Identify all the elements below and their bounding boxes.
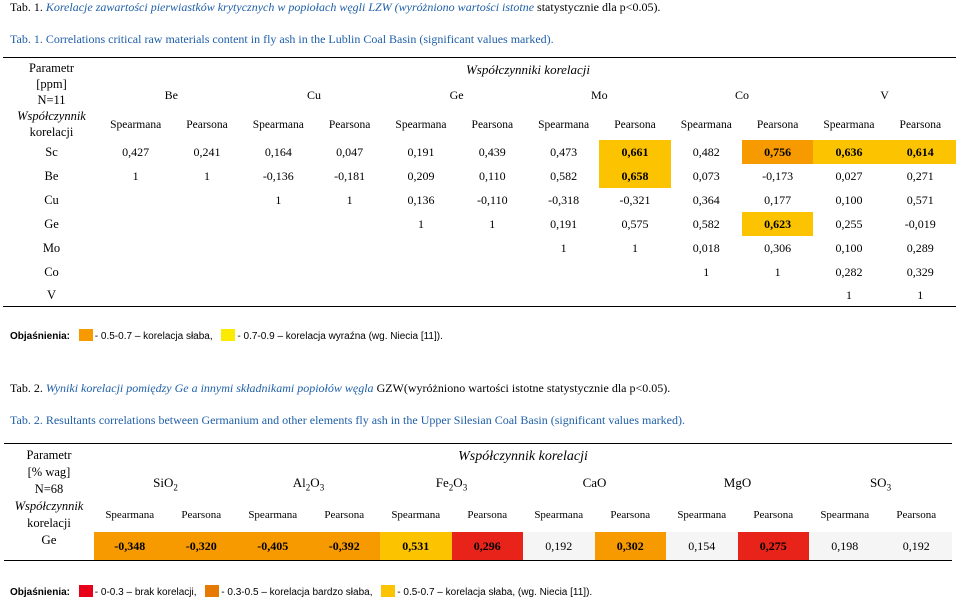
tab2-caption-pl: Tab. 2. Wyniki korelacji pomiędzy Ge a innymi składnikami popiołów węgla GZW(wyróżniono wartości istotne statystycznie dla p<0.05). [10, 381, 671, 395]
table-cell: 1 [774, 264, 781, 279]
tab2-param-header: Parametr [% wag] N=68 Współczynnik korelacji [14, 448, 84, 530]
tab2-component-header: MgO [723, 475, 752, 491]
tab2-coef-header: Spearmana [820, 508, 870, 521]
table-cell: -0,173 [762, 168, 794, 183]
table-cell [243, 260, 314, 284]
table-cell: 0,047 [336, 144, 364, 159]
tab1-coef-header: Spearmana [252, 118, 304, 131]
table-cell: 0,275 [738, 532, 810, 561]
tab2-group-header: Współczynnik korelacji [458, 448, 588, 464]
table-cell: 1 [489, 216, 496, 231]
legend-red-swatch [79, 585, 93, 597]
table-row [3, 260, 956, 284]
table-cell: 0,282 [835, 264, 863, 279]
table-cell: 0,306 [764, 240, 792, 255]
tab2-coef-header: Pearsona [896, 508, 937, 521]
table-cell: 0,018 [692, 240, 720, 255]
tab1-caption-title: Korelacje zawartości pierwiastków krytycznych w popiołach węgli LZW (wyróżniono wartości istotne [45, 0, 535, 14]
row-label: Cu [44, 192, 59, 207]
table-cell: 0,364 [692, 192, 720, 207]
table-cell: 0,439 [478, 144, 506, 159]
table-cell: 0,531 [380, 532, 452, 561]
row-label: Be [44, 168, 59, 183]
table-cell [171, 260, 242, 284]
table-cell [100, 284, 171, 307]
table-cell: -0,320 [166, 532, 238, 561]
table-cell [243, 236, 314, 260]
table-cell: 0,482 [692, 144, 720, 159]
tab1-caption-en: Tab. 1. Correlations critical raw materials content in fly ash in the Lublin Coal Basin (significant values marked). [10, 32, 554, 46]
table-cell: 0,255 [835, 216, 863, 231]
tab1-coef-header: Pearsona [899, 118, 942, 131]
table-cell: 1 [203, 168, 210, 183]
tab1-coef-header: Spearmana [538, 118, 590, 131]
table-cell: 0,473 [550, 144, 578, 159]
tab1-group-header: Współczynniki korelacji [465, 61, 591, 77]
table-cell [100, 188, 171, 212]
table-cell [457, 260, 528, 284]
table-cell [171, 236, 242, 260]
table-cell: 1 [560, 240, 567, 255]
table-cell: 0,136 [407, 192, 435, 207]
table-cell: -0,392 [309, 532, 381, 561]
table-cell: 0,191 [407, 144, 435, 159]
tab1-element-header: Cu [306, 88, 321, 103]
legend-yellow-swatch [221, 329, 235, 341]
table-cell: 0,571 [906, 192, 934, 207]
table-cell: -0,318 [548, 192, 580, 207]
table-cell [171, 284, 242, 307]
tab1-coef-header: Pearsona [328, 118, 371, 131]
table-cell: 1 [275, 192, 282, 207]
tab2-coef-header: Spearmana [391, 508, 441, 521]
tab1-coef-header: Pearsona [756, 118, 799, 131]
table-row [3, 236, 956, 260]
table-row [3, 284, 956, 307]
table-cell [385, 284, 456, 307]
tab2-coef-header: Spearmana [248, 508, 298, 521]
row-label: V [46, 287, 57, 302]
table-cell [314, 260, 385, 284]
tab1-caption-prefix: Tab. 1. [10, 0, 43, 14]
table-cell [528, 284, 599, 307]
table-cell: 1 [417, 216, 424, 231]
tab2-caption-en: Tab. 2. Resultants correlations between Germanium and other elements fly ash in the Upper Silesian Coal Basin (significant values marked). [10, 413, 685, 427]
tab1-coef-header: Spearmana [110, 118, 162, 131]
tab2-component-header: SiO$_2$ [153, 474, 178, 493]
tab2-coef-header: Spearmana [677, 508, 727, 521]
table-cell: 1 [346, 192, 353, 207]
row-label: Mo [42, 240, 61, 255]
tab2-coef-header: Pearsona [610, 508, 651, 521]
legend-darkorange-swatch [205, 585, 219, 597]
table-cell [171, 188, 242, 212]
table-cell: 0,575 [621, 216, 649, 231]
table-cell: 0,658 [599, 164, 670, 188]
table-cell: -0,405 [237, 532, 309, 561]
table-cell [100, 236, 171, 260]
table-cell: 0,623 [742, 212, 813, 236]
tab2-component-header: $SO_3$ [869, 474, 892, 493]
table-cell [100, 260, 171, 284]
table-cell: 0,289 [906, 240, 934, 255]
tab1-element-header: Co [734, 88, 749, 103]
table-cell [314, 212, 385, 236]
table-cell: 0,110 [479, 168, 506, 183]
table-cell: 0,636 [813, 140, 884, 164]
row-label: Co [44, 264, 59, 279]
tab1-coef-header: Spearmana [395, 118, 447, 131]
table-cell: 0,191 [550, 216, 578, 231]
table-cell: -0,348 [94, 532, 166, 561]
tab1-coef-header: Pearsona [186, 118, 228, 131]
table-cell: 0,100 [835, 192, 863, 207]
tab1-coef-header: Pearsona [614, 118, 656, 131]
table-cell: -0,136 [262, 168, 294, 183]
tab2-coef-header: Pearsona [181, 508, 222, 521]
table-cell: 0,164 [264, 144, 292, 159]
table-cell [457, 236, 528, 260]
table-cell [314, 284, 385, 307]
table-cell: -0,019 [904, 216, 936, 231]
tab1-element-header: Be [164, 88, 178, 103]
tab1-coef-header: Spearmana [680, 118, 732, 131]
table-cell: 0,582 [692, 216, 720, 231]
table-cell: 0,329 [906, 264, 934, 279]
table-cell: 0,582 [550, 168, 578, 183]
tab1-param-header: Parametr [ppm] N=11 Współczynnik korelacji [17, 61, 86, 139]
table-cell: 0,302 [595, 532, 667, 561]
table-cell: 1 [132, 168, 139, 183]
tab1-caption-pl [10, 0, 660, 15]
table-cell: 0,756 [742, 140, 813, 164]
table-cell [243, 284, 314, 307]
table-cell: 1 [703, 264, 710, 279]
table-row [3, 140, 956, 164]
table-cell: 0,661 [599, 140, 670, 164]
table-cell: 0,241 [193, 144, 221, 159]
tab2-coef-header: Pearsona [324, 508, 365, 521]
row-label: Ge [44, 216, 59, 231]
table-cell: 0,209 [407, 168, 435, 183]
table-cell: 0,614 [885, 140, 956, 164]
table-cell: 1 [845, 287, 852, 302]
tab1-element-header: Ge [449, 88, 464, 103]
table-cell [385, 236, 456, 260]
table-cell: -0,321 [619, 192, 651, 207]
table-cell: 0,198 [809, 532, 881, 561]
tab1-coef-header: Spearmana [823, 118, 875, 131]
table-cell [599, 260, 670, 284]
table-cell: 0,192 [523, 532, 595, 561]
table-row [3, 164, 956, 188]
row-label: Sc [45, 144, 58, 159]
table-cell: -0,181 [334, 168, 366, 183]
table-row [3, 212, 956, 236]
legend-amber-swatch [381, 585, 395, 597]
table-cell: 0,296 [452, 532, 524, 561]
table-cell: 0,100 [835, 240, 863, 255]
tab2-coef-header: Pearsona [753, 508, 794, 521]
table-cell: 0,154 [666, 532, 738, 561]
table-cell: 0,177 [764, 192, 792, 207]
table-cell: 0,192 [881, 532, 953, 561]
table-cell [314, 236, 385, 260]
table-cell: 0,073 [692, 168, 720, 183]
table-cell: 0,427 [122, 144, 150, 159]
row-label: Ge [41, 532, 57, 547]
table-cell: 1 [631, 240, 638, 255]
tab1-element-header: V [880, 88, 889, 103]
table-cell [528, 260, 599, 284]
table-cell: 1 [917, 287, 924, 302]
table-cell [457, 284, 528, 307]
tab1-element-header: Mo [590, 88, 608, 103]
tab2-component-header: $Al_2O_3$ [292, 474, 325, 493]
tab2-legend: Objaśnienia: - 0-0.3 – brak korelacji, - 0.3-0.5 – korelacja bardzo słaba, - 0.5-0.7 – korelacja słaba, (wg. Niecia [11]). [10, 587, 593, 598]
table-cell [243, 212, 314, 236]
tab2-coef-header: Spearmana [105, 508, 155, 521]
table-cell: 0,271 [906, 168, 934, 183]
correlation-table-lzw [3, 57, 956, 307]
tab2-coef-header: Spearmana [534, 508, 584, 521]
table-cell [671, 284, 742, 307]
tab1-legend: Objaśnienia: - 0.5-0.7 – korelacja słaba, - 0.7-0.9 – korelacja wyraźna (wg. Niecia [11]). [10, 331, 443, 342]
table-cell [100, 212, 171, 236]
table-cell [385, 260, 456, 284]
tab2-coef-header: Pearsona [467, 508, 508, 521]
tab2-component-header: $Fe_2O_3$ [435, 474, 468, 493]
table-cell [742, 284, 813, 307]
table-cell [171, 212, 242, 236]
tab1-coef-header: Pearsona [471, 118, 514, 131]
table-cell [599, 284, 670, 307]
legend-orange-swatch [79, 329, 93, 341]
table-cell: 0,027 [835, 168, 863, 183]
correlation-table-gzw [4, 443, 952, 561]
table-row [3, 188, 956, 212]
tab1-caption-suffix: statystycznie dla p<0.05). [537, 0, 661, 14]
tab2-component-header: CaO [582, 475, 607, 491]
table-cell: -0,110 [477, 192, 508, 207]
